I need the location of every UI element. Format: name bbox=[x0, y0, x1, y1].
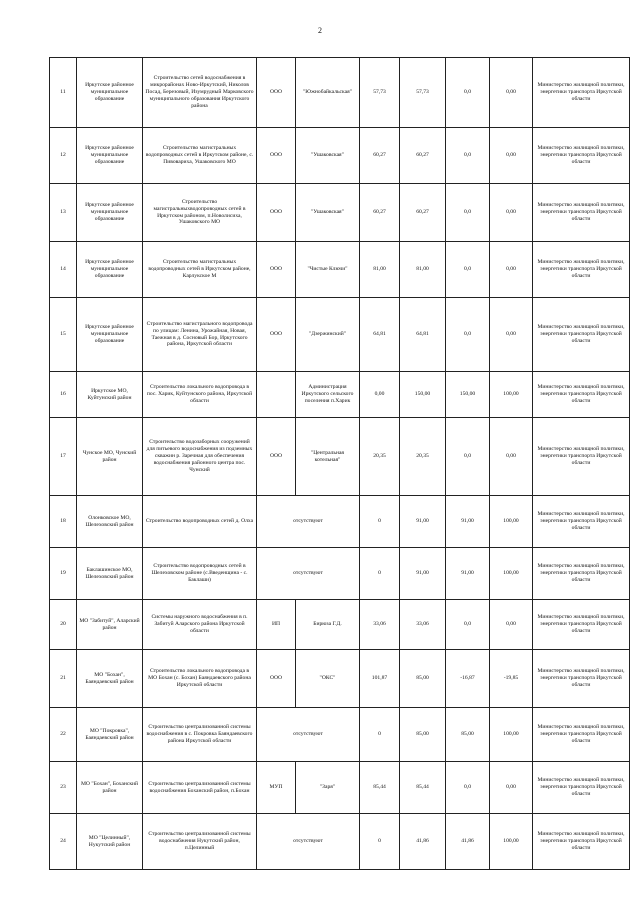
organization-name-cell: "Южнобайкальская" bbox=[296, 58, 360, 128]
organization-name-cell: Администрация Иркутского сельского поселения п.Харик bbox=[296, 372, 360, 418]
value-cell-3: 41,86 bbox=[446, 814, 490, 870]
object-description-cell: Строительство магистральных водопроводных сетей в Иркутском районе, с. Пивоварихa, Ушаковского МО bbox=[143, 128, 257, 184]
table-row bbox=[50, 548, 630, 600]
value-cell-4: 0,00 bbox=[490, 128, 533, 184]
value-cell-3: 0,0 bbox=[446, 298, 490, 372]
municipality-cell: МО "Покровка", Баяндаевский район bbox=[77, 708, 143, 762]
value-cell-3: 0,0 bbox=[446, 762, 490, 814]
object-description-cell: Системы наружного водоснабжения в п. Забитуй Аларского района Иркутской области bbox=[143, 600, 257, 650]
data-table bbox=[49, 57, 630, 870]
object-description-cell: Строительство магистрального водопровода по улицам: Ленина, Урожайная, Новая, Таежная в д. Сосновый Бор, Иркутского района, Иркутской области bbox=[143, 298, 257, 372]
table-row bbox=[50, 58, 630, 128]
table-row bbox=[50, 298, 630, 372]
organization-form-cell: ООО bbox=[257, 184, 296, 242]
organization-name-cell: Бирюза Г.Д. bbox=[296, 600, 360, 650]
value-cell-4: 0,00 bbox=[490, 184, 533, 242]
ministry-cell: Министерство жилищной политики, энергетики транспорта Иркутской области bbox=[533, 418, 630, 496]
ministry-cell: Министерство жилищной политики, энергетики транспорта Иркутской области bbox=[533, 708, 630, 762]
object-description-cell: Строительство водопроводных сетей д. Олха bbox=[143, 496, 257, 548]
ministry-cell: Министерство жилищной политики, энергетики транспорта Иркутской области bbox=[533, 298, 630, 372]
table-row bbox=[50, 762, 630, 814]
table-row bbox=[50, 708, 630, 762]
value-cell-1: 64,81 bbox=[360, 298, 400, 372]
organization-name-cell: "Дзержинский" bbox=[296, 298, 360, 372]
value-cell-1: 81,00 bbox=[360, 242, 400, 298]
value-cell-1: 60,27 bbox=[360, 184, 400, 242]
organization-name-cell: "ОКС" bbox=[296, 650, 360, 708]
row-number-cell: 17 bbox=[50, 418, 77, 496]
value-cell-4: 0,00 bbox=[490, 600, 533, 650]
value-cell-2: 85,44 bbox=[400, 762, 446, 814]
ministry-cell: Министерство жилищной политики, энергетики транспорта Иркутской области bbox=[533, 496, 630, 548]
value-cell-1: 85,44 bbox=[360, 762, 400, 814]
organization-form-cell: ООО bbox=[257, 298, 296, 372]
organization-name-cell: "Ушаковская" bbox=[296, 128, 360, 184]
value-cell-3: 0,0 bbox=[446, 184, 490, 242]
table-row bbox=[50, 496, 630, 548]
row-number-cell: 21 bbox=[50, 650, 77, 708]
value-cell-2: 33,06 bbox=[400, 600, 446, 650]
value-cell-2: 64,81 bbox=[400, 298, 446, 372]
row-number-cell: 18 bbox=[50, 496, 77, 548]
value-cell-3: 0,0 bbox=[446, 418, 490, 496]
organization-name-cell: "Заря" bbox=[296, 762, 360, 814]
value-cell-1: 20,35 bbox=[360, 418, 400, 496]
object-description-cell: Строительство централизованной системы водоснабжения в с. Покровка Баяндаевского района Иркутской области bbox=[143, 708, 257, 762]
value-cell-1: 0 bbox=[360, 496, 400, 548]
object-description-cell: Строительство локального водопровода в пос. Харик, Куйтунского района, Иркутской области bbox=[143, 372, 257, 418]
value-cell-4: 0,00 bbox=[490, 762, 533, 814]
organization-absent-cell: отсутствуют bbox=[257, 548, 360, 600]
municipality-cell: Иркутское районное муниципальное образование bbox=[77, 242, 143, 298]
ministry-cell: Министерство жилищной политики, энергетики транспорта Иркутской области bbox=[533, 814, 630, 870]
ministry-cell: Министерство жилищной политики, энергетики транспорта Иркутской области bbox=[533, 548, 630, 600]
value-cell-2: 60,27 bbox=[400, 128, 446, 184]
municipality-cell: Чунское МО, Чунский район bbox=[77, 418, 143, 496]
value-cell-4: -19,85 bbox=[490, 650, 533, 708]
ministry-cell: Министерство жилищной политики, энергетики транспорта Иркутской области bbox=[533, 372, 630, 418]
row-number-cell: 11 bbox=[50, 58, 77, 128]
organization-form-cell: ООО bbox=[257, 128, 296, 184]
table-row bbox=[50, 242, 630, 298]
value-cell-3: 0,0 bbox=[446, 128, 490, 184]
table-row bbox=[50, 650, 630, 708]
row-number-cell: 13 bbox=[50, 184, 77, 242]
value-cell-1: 60,27 bbox=[360, 128, 400, 184]
value-cell-4: 100,00 bbox=[490, 814, 533, 870]
table-row bbox=[50, 184, 630, 242]
ministry-cell: Министерство жилищной политики, энергетики транспорта Иркутской области bbox=[533, 58, 630, 128]
value-cell-2: 41,86 bbox=[400, 814, 446, 870]
table-row bbox=[50, 372, 630, 418]
organization-form-cell: МУП bbox=[257, 762, 296, 814]
value-cell-4: 100,00 bbox=[490, 548, 533, 600]
municipality-cell: МО "Целинный", Нукутский район bbox=[77, 814, 143, 870]
organization-name-cell: "Ушаковская" bbox=[296, 184, 360, 242]
value-cell-2: 81,00 bbox=[400, 242, 446, 298]
value-cell-4: 0,00 bbox=[490, 242, 533, 298]
page-number: 2 bbox=[318, 26, 322, 35]
municipality-cell: МО "Бохан", Боханский район bbox=[77, 762, 143, 814]
table-body bbox=[50, 58, 630, 870]
municipality-cell: МО "Забитуй", Аларский район bbox=[77, 600, 143, 650]
value-cell-2: 20,35 bbox=[400, 418, 446, 496]
value-cell-4: 0,00 bbox=[490, 298, 533, 372]
value-cell-3: 85,00 bbox=[446, 708, 490, 762]
value-cell-4: 100,00 bbox=[490, 372, 533, 418]
value-cell-2: 91,00 bbox=[400, 496, 446, 548]
row-number-cell: 19 bbox=[50, 548, 77, 600]
ministry-cell: Министерство жилищной политики, энергетики транспорта Иркутской области bbox=[533, 762, 630, 814]
ministry-cell: Министерство жилищной политики, энергетики транспорта Иркутской области bbox=[533, 242, 630, 298]
value-cell-1: 33,06 bbox=[360, 600, 400, 650]
row-number-cell: 15 bbox=[50, 298, 77, 372]
value-cell-4: 100,00 bbox=[490, 496, 533, 548]
value-cell-3: 91,00 bbox=[446, 548, 490, 600]
row-number-cell: 16 bbox=[50, 372, 77, 418]
table-row bbox=[50, 814, 630, 870]
municipality-cell: МО "Бохан", Баяндаевский район bbox=[77, 650, 143, 708]
municipality-cell: Олонковское МО, Шелеховский район bbox=[77, 496, 143, 548]
value-cell-2: 85,00 bbox=[400, 650, 446, 708]
municipality-cell: Иркутское районное муниципальное образование bbox=[77, 184, 143, 242]
object-description-cell: Строительство локального водопровода в МО Бохан (с. Бохан) Баяндаевского района Иркутской области bbox=[143, 650, 257, 708]
organization-absent-cell: отсутствуют bbox=[257, 496, 360, 548]
organization-absent-cell: отсутствуют bbox=[257, 708, 360, 762]
organization-form-cell: ООО bbox=[257, 242, 296, 298]
value-cell-3: -16,87 bbox=[446, 650, 490, 708]
ministry-cell: Министерство жилищной политики, энергетики транспорта Иркутской области bbox=[533, 650, 630, 708]
municipality-cell: Иркутское районное муниципальное образование bbox=[77, 298, 143, 372]
table-row bbox=[50, 418, 630, 496]
organization-form-cell: ООО bbox=[257, 650, 296, 708]
value-cell-2: 57,73 bbox=[400, 58, 446, 128]
object-description-cell: Строительство водозаборных сооружений для питьевого водоснабжения из подземных скважин р. Заречная для обеспечения водоснабжения районного центра пос. Чунский bbox=[143, 418, 257, 496]
row-number-cell: 20 bbox=[50, 600, 77, 650]
value-cell-1: 0,00 bbox=[360, 372, 400, 418]
organization-name-cell: "Центральная котельная" bbox=[296, 418, 360, 496]
table-row bbox=[50, 600, 630, 650]
row-number-cell: 12 bbox=[50, 128, 77, 184]
value-cell-3: 0,0 bbox=[446, 242, 490, 298]
ministry-cell: Министерство жилищной политики, энергетики транспорта Иркутской области bbox=[533, 128, 630, 184]
municipality-cell: Иркутское районное муниципальное образование bbox=[77, 128, 143, 184]
value-cell-1: 57,73 bbox=[360, 58, 400, 128]
municipality-cell: Баклашинское МО, Шелеховский район bbox=[77, 548, 143, 600]
value-cell-1: 0 bbox=[360, 708, 400, 762]
value-cell-3: 0,0 bbox=[446, 58, 490, 128]
object-description-cell: Строительство магистральных водопроводных сетей в Иркутском районе, Карлукское М bbox=[143, 242, 257, 298]
organization-form-cell: ИП bbox=[257, 600, 296, 650]
municipality-cell: Иркутское МО, Куйтунский район bbox=[77, 372, 143, 418]
value-cell-1: 0 bbox=[360, 814, 400, 870]
row-number-cell: 23 bbox=[50, 762, 77, 814]
value-cell-3: 150,00 bbox=[446, 372, 490, 418]
value-cell-2: 91,00 bbox=[400, 548, 446, 600]
value-cell-3: 0,0 bbox=[446, 600, 490, 650]
municipality-cell: Иркутское районное муниципальное образование bbox=[77, 58, 143, 128]
object-description-cell: Строительство централизованной системы водоснабжения Нукутский район, п.Целинный bbox=[143, 814, 257, 870]
organization-name-cell: "Чистые Ключи" bbox=[296, 242, 360, 298]
organization-form-cell bbox=[257, 372, 296, 418]
organization-absent-cell: отсутствуют bbox=[257, 814, 360, 870]
organization-form-cell: ООО bbox=[257, 418, 296, 496]
ministry-cell: Министерство жилищной политики, энергетики транспорта Иркутской области bbox=[533, 600, 630, 650]
value-cell-4: 100,00 bbox=[490, 708, 533, 762]
object-description-cell: Строительство сетей водоснабжения в микрорайонах Ново-Иркутский, Николов Посад, Березовый, Изумрудный Марковского муниципального образования Иркутского района bbox=[143, 58, 257, 128]
value-cell-1: 101,87 bbox=[360, 650, 400, 708]
row-number-cell: 24 bbox=[50, 814, 77, 870]
object-description-cell: Строительство централизованной системы водоснабжения Боханский район, п.Бохан bbox=[143, 762, 257, 814]
value-cell-2: 60,27 bbox=[400, 184, 446, 242]
row-number-cell: 14 bbox=[50, 242, 77, 298]
value-cell-3: 91,00 bbox=[446, 496, 490, 548]
organization-form-cell: ООО bbox=[257, 58, 296, 128]
object-description-cell: Строительство магистральныхводопроводных сетей в Иркутском районом, п.Новолисиха, Ушаковского МО bbox=[143, 184, 257, 242]
value-cell-1: 0 bbox=[360, 548, 400, 600]
row-number-cell: 22 bbox=[50, 708, 77, 762]
object-description-cell: Строительство водопроводных сетей в Шелеховском районе (с.Введенщина - с. Баклаши) bbox=[143, 548, 257, 600]
value-cell-4: 0,00 bbox=[490, 418, 533, 496]
table-row bbox=[50, 128, 630, 184]
value-cell-4: 0,00 bbox=[490, 58, 533, 128]
value-cell-2: 150,00 bbox=[400, 372, 446, 418]
value-cell-2: 85,00 bbox=[400, 708, 446, 762]
ministry-cell: Министерство жилищной политики, энергетики транспорта Иркутской области bbox=[533, 184, 630, 242]
